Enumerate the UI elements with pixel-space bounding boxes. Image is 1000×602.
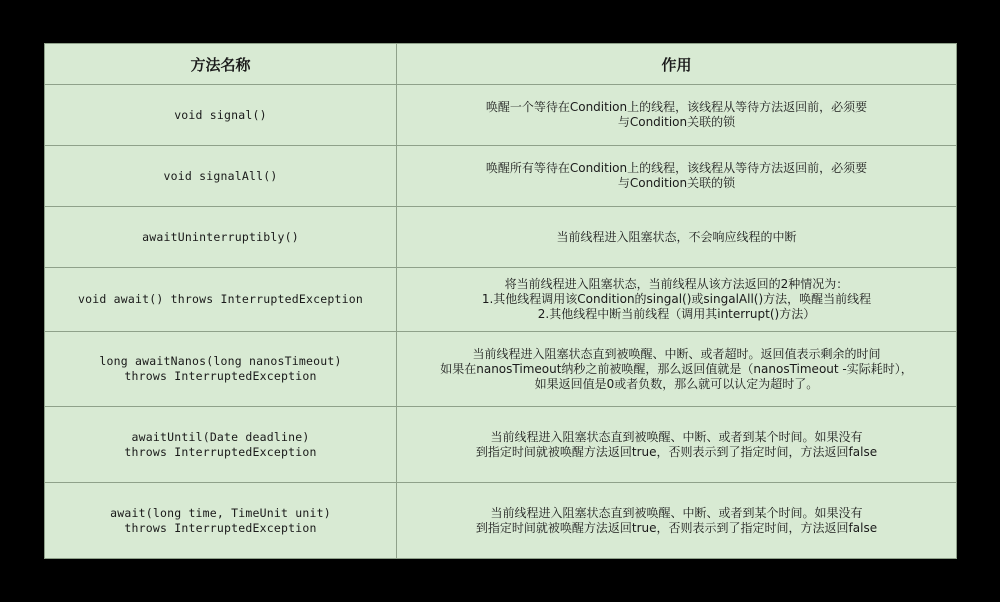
purpose-line: 如果在nanosTimeout纳秒之前被唤醒，那么返回值就是（nanosTimeout -实际耗时）， (440, 361, 913, 376)
method-cell (45, 146, 397, 207)
method-cell (45, 207, 397, 268)
method-line: void signal() (174, 107, 267, 122)
table-row (45, 85, 957, 146)
method-line: void await() throws InterruptedException (78, 292, 363, 306)
purpose-line: 到指定时间就被唤醒方法返回true，否则表示到了指定时间，方法返回false (475, 444, 878, 459)
condition-methods-table-container (44, 43, 956, 557)
method-line: long awaitNanos(long nanosTimeout) (99, 354, 342, 368)
purpose-cell (397, 407, 957, 483)
purpose-line: 1.其他线程调用该Condition的singal()或singalAll()方法，唤醒当前线程 (481, 292, 872, 306)
method-cell (45, 332, 397, 407)
purpose-cell (397, 268, 957, 332)
purpose-line: 与Condition关联的锁 (617, 176, 736, 190)
table-row (45, 483, 957, 559)
table-header-row (45, 44, 957, 85)
table-row (45, 332, 957, 407)
method-cell (45, 483, 397, 559)
method-cell (45, 268, 397, 332)
purpose-cell (397, 332, 957, 407)
purpose-line: 唤醒一个等待在Condition上的线程，该线程从等待方法返回前，必须要 (485, 100, 868, 114)
method-cell (45, 85, 397, 146)
purpose-cell (397, 85, 957, 146)
purpose-line: 如果返回值是0或者负数，那么就可以认定为超时了。 (534, 376, 819, 391)
method-line: await(long time, TimeUnit unit) (110, 505, 331, 520)
condition-methods-table (44, 43, 957, 559)
purpose-line: 与Condition关联的锁 (617, 115, 736, 129)
header-purpose: 作用 (397, 44, 957, 85)
method-line: throws InterruptedException (124, 369, 317, 383)
table-row (45, 407, 957, 483)
table-row (45, 268, 957, 332)
purpose-line: 唤醒所有等待在Condition上的线程，该线程从等待方法返回前，必须要 (485, 161, 868, 175)
header-method-name: 方法名称 (45, 44, 397, 85)
method-line: throws InterruptedException (124, 520, 317, 535)
purpose-line: 到指定时间就被唤醒方法返回true，否则表示到了指定时间，方法返回false (475, 520, 878, 535)
purpose-line: 将当前线程进入阻塞状态，当前线程从该方法返回的2种情况为： (504, 277, 849, 291)
table-row (45, 207, 957, 268)
method-line: void signalAll() (163, 168, 278, 183)
table-row (45, 146, 957, 207)
purpose-cell (397, 483, 957, 559)
purpose-cell (397, 146, 957, 207)
method-line: throws InterruptedException (124, 444, 317, 459)
purpose-line: 当前线程进入阻塞状态，不会响应线程的中断 (556, 229, 797, 244)
purpose-line: 2.其他线程中断当前线程（调用其interrupt()方法） (537, 307, 816, 321)
method-line: awaitUntil(Date deadline) (131, 429, 310, 444)
method-line: awaitUninterruptibly() (142, 229, 299, 244)
purpose-line: 当前线程进入阻塞状态直到被唤醒、中断、或者超时。返回值表示剩余的时间 (472, 346, 881, 361)
method-cell (45, 407, 397, 483)
purpose-line: 当前线程进入阻塞状态直到被唤醒、中断、或者到某个时间。如果没有 (490, 505, 863, 520)
purpose-line: 当前线程进入阻塞状态直到被唤醒、中断、或者到某个时间。如果没有 (490, 429, 863, 444)
purpose-cell (397, 207, 957, 268)
